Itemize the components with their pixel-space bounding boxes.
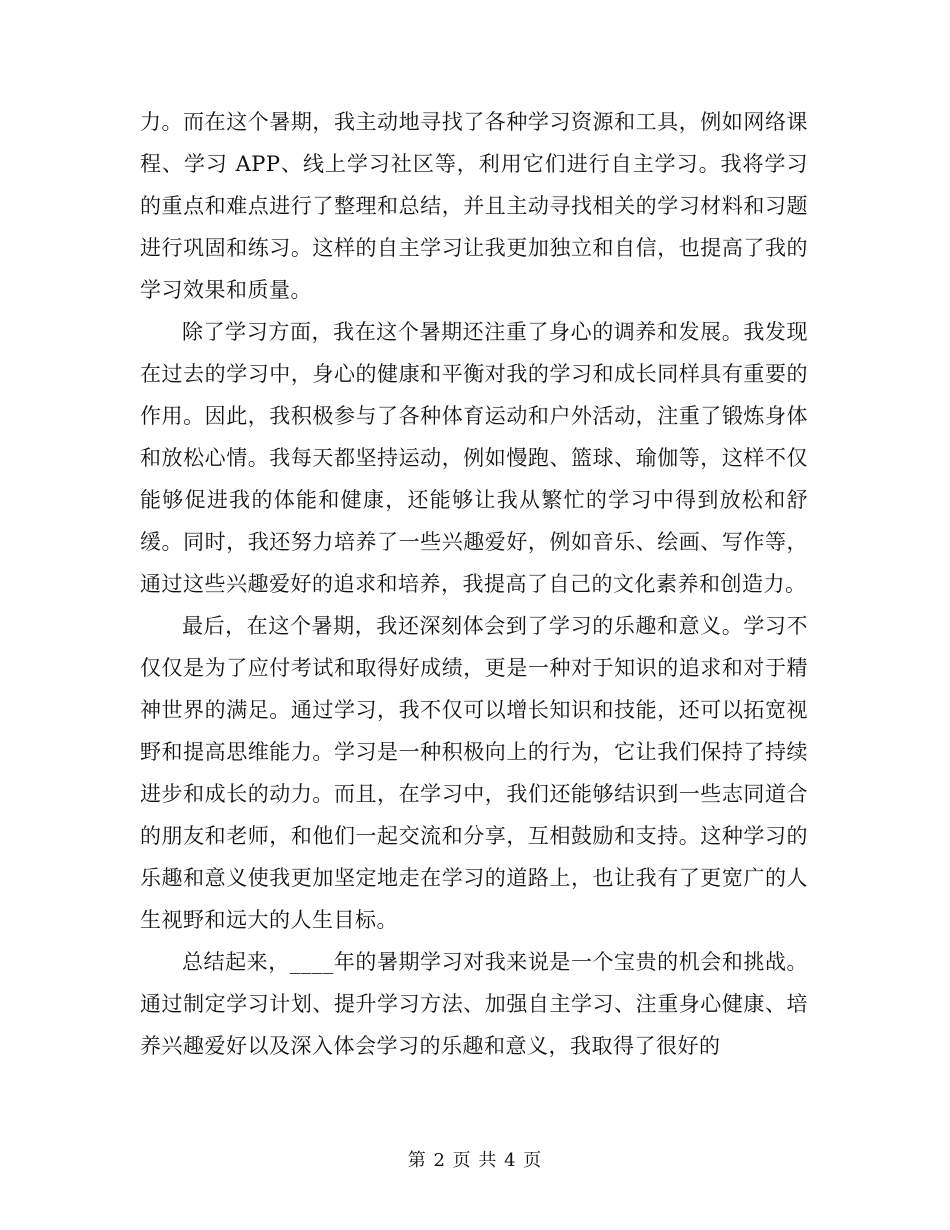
page-number-footer: 第 2 页 共 4 页 [407,1150,543,1171]
paragraph-meaning: 最后，在这个暑期，我还深刻体会到了学习的乐趣和意义。学习不仅仅是为了应付考试和取得好成绩，更是一种对于知识的追求和对于精神世界的满足。通过学习，我不仅可以增长知识和技能，还可以拓宽视野和提高思维能力。学习是一种积极向上的行为，它让我们保持了持续进步和成长的动力。而且，在学习中，我们还能够结识到一些志同道合的朋友和老师，和他们一起交流和分享，互相鼓励和支持。这种学习的乐趣和意义使我更加坚定地走在学习的道路上，也让我有了更宽广的人生视野和远大的人生目标。 [140,614,808,932]
paragraph-health: 除了学习方面，我在这个暑期还注重了身心的调养和发展。我发现在过去的学习中，身心的健康和平衡对我的学习和成长同样具有重要的作用。因此，我积极参与了各种体育运动和户外活动，注重了锻炼身体和放松心情。我每天都坚持运动，例如慢跑、篮球、瑜伽等，这样不仅能够促进我的体能和健康，还能够让我从繁忙的学习中得到放松和舒缓。同时，我还努力培养了一些兴趣爱好，例如音乐、绘画、写作等，通过这些兴趣爱好的追求和培养，我提高了自己的文化素养和创造力。 [140,320,808,596]
document-body [140,101,808,1067]
paragraph-summary: 总结起来，____年的暑期学习对我来说是一个宝贵的机会和挑战。通过制定学习计划、提升学习方法、加强自主学习、注重身心健康、培养兴趣爱好以及深入体会学习的乐趣和意义，我取得了很好的 [140,950,808,1058]
paragraph-continuation: 力。而在这个暑期，我主动地寻找了各种学习资源和工具，例如网络课程、学习 APP、线上学习社区等，利用它们进行自主学习。我将学习的重点和难点进行了整理和总结，并且主动寻找相关的学习材料和习题进行巩固和练习。这样的自主学习让我更加独立和自信，也提高了我的学习效果和质量。 [140,110,808,302]
